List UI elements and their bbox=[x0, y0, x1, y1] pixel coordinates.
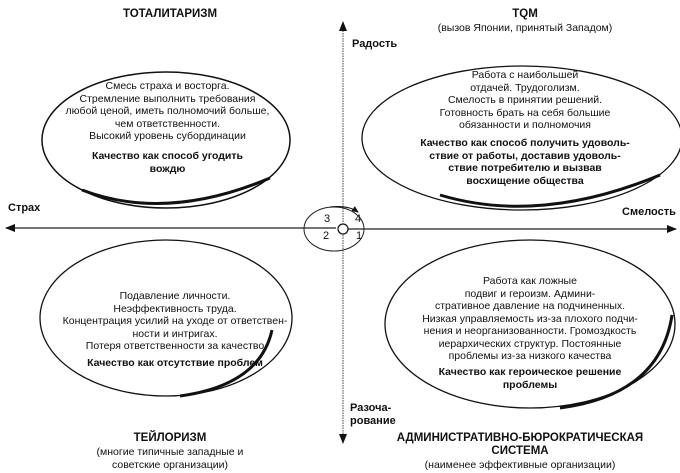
quadrant-title-bureaucracy bbox=[370, 432, 670, 458]
quality-taylorism bbox=[50, 357, 300, 370]
description-line: Работа с наибольшей bbox=[471, 69, 579, 81]
description-line: ности и интригах. bbox=[132, 327, 218, 340]
description-line: чем ответственности. bbox=[114, 117, 221, 130]
description-taylorism bbox=[50, 290, 300, 353]
description-line: подвиг и героизм. Админи- bbox=[464, 287, 596, 300]
description-line: иерархических структур. Постоянные bbox=[438, 337, 622, 350]
quality-line: Качество как способ получить удоволь- bbox=[420, 137, 630, 149]
description-tqm bbox=[400, 69, 650, 132]
description-line: Концентрация усилий на уходе от ответствен- bbox=[62, 315, 288, 327]
quality-line: ствие от работы, доставив удоволь- bbox=[429, 149, 621, 162]
quality-line: ствие потребителю и вызвав bbox=[448, 162, 602, 174]
quality-line: Качество как героическое решение bbox=[438, 366, 622, 378]
quality-line: проблемы bbox=[502, 378, 558, 391]
axis-label-fear: Страх bbox=[8, 202, 41, 214]
subtitle-line: (многие типичные западные и bbox=[96, 446, 244, 458]
subtitle-line: советские организации) bbox=[112, 458, 228, 471]
description-line: проблемы из-за низкого качества bbox=[448, 350, 612, 362]
description-totalitarism bbox=[60, 80, 275, 143]
quality-totalitarism bbox=[60, 150, 275, 175]
quadrant-title-tqm: TQM bbox=[512, 8, 538, 20]
axis-label-disappointment bbox=[350, 402, 396, 428]
quadrant-subtitle-taylorism bbox=[70, 446, 270, 471]
quadrant-number-3: 3 bbox=[324, 213, 331, 225]
title-line: СИСТЕМА bbox=[491, 445, 549, 457]
description-line: Работа как ложные bbox=[483, 275, 577, 287]
center-circle bbox=[338, 224, 348, 234]
description-line: Смелость в принятии решений. bbox=[447, 94, 603, 106]
quality-line: Качество как способ угодить bbox=[92, 150, 243, 162]
description-line: Низкая управляемость из-за плохого подчи- bbox=[422, 312, 638, 325]
description-line: обязанности и полномочия bbox=[459, 119, 591, 131]
description-line: Смесь страха и восторга. bbox=[105, 80, 230, 92]
description-line: Подавление личности. bbox=[119, 290, 231, 302]
description-line: любой ценой, иметь полномочий больше, bbox=[65, 105, 270, 117]
description-line: Стремление выполнить требования bbox=[79, 92, 256, 105]
axis-label-disappointment-line: Разоча- bbox=[350, 402, 392, 414]
quality-line: Качество как отсутствие проблем bbox=[87, 357, 263, 369]
ellipse-totalitarism-shadow bbox=[82, 178, 270, 203]
axis-label-disappointment-line: рование bbox=[350, 415, 396, 427]
quality-line: восхищение общества bbox=[466, 174, 584, 187]
quadrant-number-2: 2 bbox=[323, 230, 330, 242]
quality-line: вождю bbox=[149, 162, 186, 175]
quadrant-title-totalitarism: ТОТАЛИТАРИЗМ bbox=[122, 8, 218, 20]
quality-bureaucracy bbox=[400, 366, 660, 391]
quadrant-title-taylorism: ТЕЙЛОРИЗМ bbox=[133, 432, 207, 444]
description-line: отдачей. Трудоголизм. bbox=[470, 81, 580, 94]
title-line: АДМИНИСТРАТИВНО-БЮРОКРАТИЧЕСКАЯ bbox=[396, 432, 644, 444]
quadrant-subtitle-bureaucracy: (наименее эффективные организации) bbox=[424, 459, 616, 471]
description-bureaucracy bbox=[400, 275, 660, 363]
quadrant-number-4: 4 bbox=[355, 213, 362, 225]
description-line: Неэффективность труда. bbox=[113, 302, 237, 315]
description-line: Высокий уровень субординации bbox=[89, 130, 246, 142]
quadrant-number-1: 1 bbox=[356, 230, 363, 242]
description-line: нения и неорганизованности. Громоздкость bbox=[423, 325, 637, 337]
description-line: Потеря ответственности за качество bbox=[85, 340, 265, 352]
axis-label-joy: Радость bbox=[352, 38, 398, 50]
axis-label-courage: Смелость bbox=[622, 206, 676, 218]
quadrant-subtitle-tqm: (вызов Японии, принятый Западом) bbox=[437, 22, 613, 34]
description-line: стративное давление на подчиненных. bbox=[434, 300, 626, 312]
quality-tqm bbox=[390, 137, 660, 187]
description-line: Готовность брать на себя большие bbox=[439, 106, 611, 119]
